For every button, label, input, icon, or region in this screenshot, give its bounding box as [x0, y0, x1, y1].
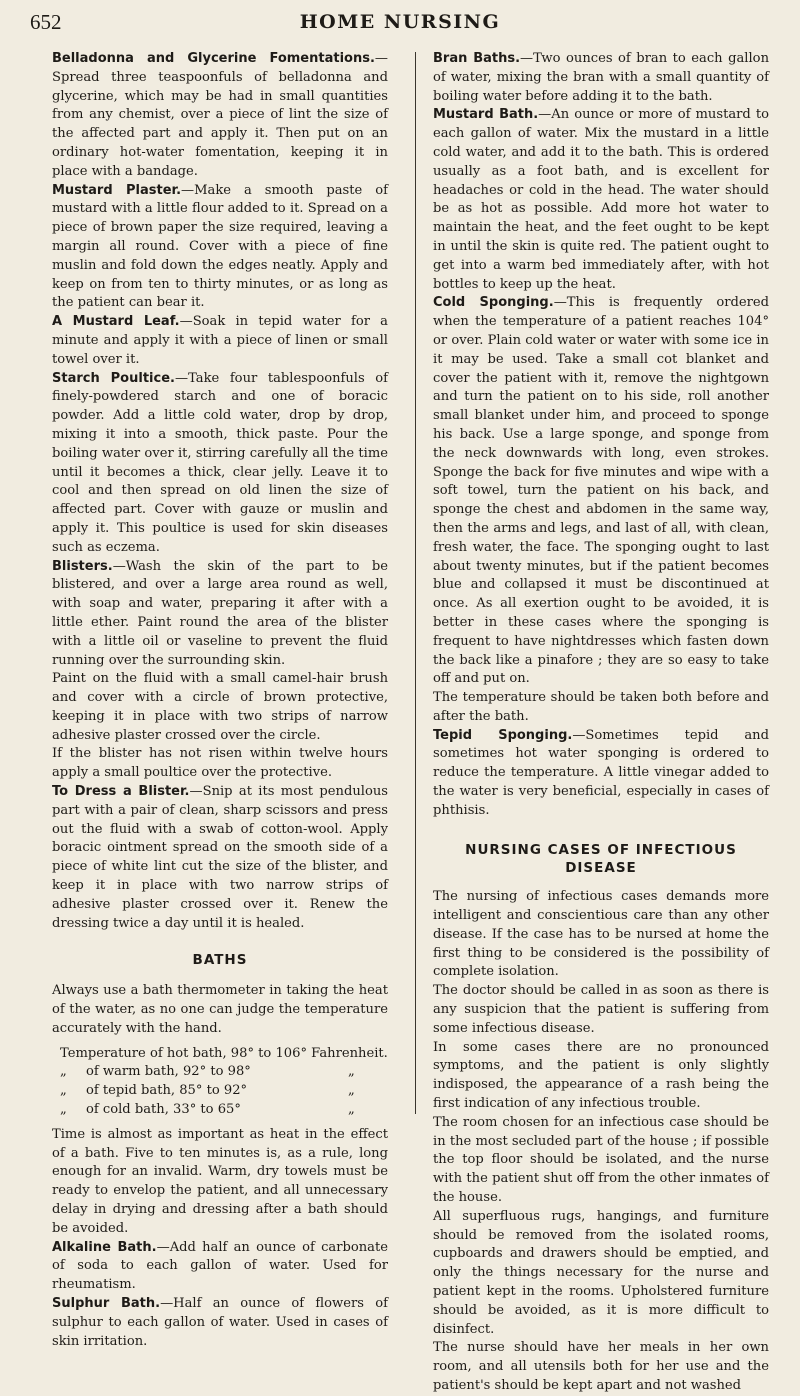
ditto-mark: „	[348, 1102, 355, 1118]
temperature-cold: of cold bath, 33° to 65°	[86, 1102, 241, 1118]
paragraph-alkaline-bath	[52, 1239, 388, 1295]
temperature-row	[60, 1101, 388, 1120]
section-title-infectious: NURSING CASES OF INFECTIOUS DISEASE	[465, 841, 737, 877]
body-mustard-leaf: —Soak in tepid water for a minute and apply it with a piece of linen or small towel over it.	[52, 314, 388, 367]
paragraph-infectious-1: The nursing of infectious cases demands more intelligent and conscientious care than any other disease. If the case has to be nursed at home the first thing to be considered is the possibility of complete isolation.	[433, 889, 769, 980]
body-tepid-sponging: —Sometimes tepid and sometimes hot water sponging is ordered to reduce the temperature. A little vinegar added to the water is very beneficial, especially in cases of phthisis.	[433, 727, 769, 818]
paragraph-belladonna	[52, 50, 388, 182]
heading-belladonna: Belladonna and Glycerine Fomentations.	[52, 51, 375, 66]
ditto-mark: „	[60, 1083, 67, 1099]
temperature-hot: Temperature of hot bath, 98° to 106° Fahrenheit.	[60, 1045, 388, 1061]
paragraph-starch-poultice	[52, 370, 388, 558]
page-header	[0, 10, 800, 40]
temperature-warm: of warm bath, 92° to 98°	[86, 1064, 251, 1080]
heading-cold-sponging: Cold Sponging.	[433, 295, 554, 311]
paragraph-blister-not-risen: If the blister has not risen within twelve hours apply a small poultice over the protective.	[52, 746, 388, 781]
paragraph-blisters	[52, 558, 388, 671]
heading-sulphur-bath: Sulphur Bath.	[52, 1296, 161, 1311]
heading-starch-poultice: Starch Poultice.	[52, 370, 175, 386]
paragraph-mustard-leaf	[52, 313, 388, 369]
body-dress-blister: —Snip at its most pendulous part with a pair of clean, sharp scissors and press out the fluid with a swab of cotton-wool. Apply boracic ointment spread on the smooth side of a piece of white lint cut the size of the blister, and keep it in place with two narrow strips of adhesive plaster crossed over it. Renew the dressing twice a day until it is healed.	[52, 784, 388, 931]
ditto-mark: „	[348, 1083, 355, 1099]
body-mustard-plaster: —Make a smooth paste of mustard with a little flour added to it. Spread on a piece of brown paper the size required, leaving a margin all round. Cover with a piece of fine muslin and fold down the edges neatly. Apply and keep on from ten to thirty minutes, or as long as the patient can bear it.	[52, 182, 388, 311]
ditto-mark: „	[348, 1064, 355, 1080]
paragraph-infectious-6: The nurse should have her meals in her own room, and all utensils both for her use and the patient's should be kept apart and not washed	[433, 1340, 769, 1393]
heading-mustard-bath: Mustard Bath.	[433, 107, 539, 123]
heading-alkaline-bath: Alkaline Bath.	[52, 1239, 157, 1255]
temperature-table	[60, 1045, 388, 1120]
left-column	[52, 50, 388, 1351]
paragraph-infectious-3: In some cases there are no pronounced symptoms, and the patient is only slightly indisposed, the appearance of a rash being the first indication of any infectious trouble.	[433, 1039, 769, 1112]
body-sulphur-bath: —Half an ounce of flowers of sulphur to each gallon of water. Used in cases of skin irritation.	[52, 1296, 388, 1349]
paragraph-tepid-sponging	[433, 727, 769, 821]
body-starch-poultice: —Take four tablespoonfuls of finely-powdered starch and one of boracic powder. Add a little cold water, drop by drop, mixing it into a smooth, thick paste. Pour the boiling water over it, stirring carefully all the time until it becomes a thick, clear jelly. Leave it to cool and then spread on old linen the size of affected part. Cover with gauze or muslin and apply it. This poultice is used for skin diseases such as eczema.	[52, 370, 388, 555]
paragraph-cold-sponging	[433, 294, 769, 689]
paragraph-temperature-taken: The temperature should be taken both before and after the bath.	[433, 690, 769, 724]
paragraph-thermometer: Always use a bath thermometer in taking the heat of the water, as no one can judge the temperature accurately with the hand.	[52, 983, 388, 1036]
body-cold-sponging: —This is frequently ordered when the temperature of a patient reaches 104° or over. Plain cold water or water with some ice in it may be used. Take a small cot blanket and cover the patient with it, remove the nightgown and turn the patient on to his side, roll another small blanket under him, and proceed to sponge his back. Use a large sponge, and sponge from the neck downwards with long, even strokes. Sponge the back for five minutes and wipe with a soft towel, turn the patient on his back, and sponge the chest and abdomen in the same way, then the arms and legs, and last of all, with clean, fresh water, the face. The sponging ought to last about twenty minutes, but if the patient becomes blue and collapsed it must be discontinued at once. As all exertion ought to be avoided, it is better in these cases where the sponging is frequent to have nightdresses which fasten down the back like a pinafore ; they are so easy to take off and put on.	[433, 295, 770, 687]
body-bran-baths: —Two ounces of bran to each gallon of water, mixing the bran with a small quantity of boiling water before adding it to the bath.	[433, 51, 769, 104]
heading-blisters: Blisters.	[52, 558, 113, 574]
body-alkaline-bath: —Add half an ounce of carbonate of soda to each gallon of water. Used for rheumatism.	[52, 1239, 388, 1293]
right-column	[433, 50, 769, 1396]
heading-mustard-plaster: Mustard Plaster.	[52, 182, 182, 198]
paragraph-time: Time is almost as important as heat in the effect of a bath. Five to ten minutes is, as a rule, long enough for an invalid. Warm, dry towels must be ready to envelop the patient, and all unnecessary delay in drying and dressing after a bath should be avoided.	[52, 1126, 388, 1236]
body-mustard-bath: —An ounce or more of mustard to each gallon of water. Mix the mustard in a little cold water, and add it to the bath. This is ordered usually as a foot bath, and is excellent for headaches or cold in the head. The water should be as hot as possible. Add more hot water to maintain the heat, and the feet ought to be kept in until the skin is quite red. The patient ought to get into a warm bed immediately after, with hot bottles to keep up the heat.	[433, 107, 769, 292]
column-divider	[415, 52, 416, 1114]
heading-mustard-leaf: A Mustard Leaf.	[52, 314, 180, 330]
ditto-mark: „	[60, 1064, 67, 1080]
body-blisters: —Wash the skin of the part to be blistered, and over a large area round as well, with soap and water, preparing it after with a little ether. Paint round the area of the blister with a little oil or vaseline to prevent the fluid running over the surrounding skin.	[52, 558, 388, 668]
heading-tepid-sponging: Tepid Sponging.	[433, 727, 573, 743]
heading-dress-blister: To Dress a Blister.	[52, 784, 190, 800]
paragraph-paint-fluid: Paint on the fluid with a small camel-hair brush and cover with a circle of brown protective, keeping it in place with two strips of narrow adhesive plaster crossed over the circle.	[52, 671, 388, 743]
paragraph-mustard-bath	[433, 106, 769, 294]
temperature-row	[60, 1082, 388, 1101]
paragraph-infectious-2: The doctor should be called in as soon as there is any suspicion that the patient is suffering from some infectious disease.	[433, 983, 769, 1036]
heading-bran-baths: Bran Baths.	[433, 51, 521, 66]
paragraph-mustard-plaster	[52, 182, 388, 314]
ditto-mark: „	[60, 1102, 67, 1118]
paragraph-dress-blister	[52, 783, 388, 933]
paragraph-bran-baths	[433, 50, 769, 106]
paragraph-sulphur-bath	[52, 1295, 388, 1351]
paragraph-infectious-5: All superfluous rugs, hangings, and furniture should be removed from the isolated rooms, cupboards and drawers should be emptied, and only the things necessary for the nurse and patient kept in the rooms. Upholstered furniture should be avoided, as it is more difficult to disinfect.	[433, 1208, 769, 1337]
paragraph-infectious-4: The room chosen for an infectious case should be in the most secluded part of the house ; if possible the top floor should be isolated, and the nurse with the patient shut off from the other inmates of the house.	[433, 1114, 769, 1206]
page-number: 652	[30, 10, 62, 34]
running-head: HOME NURSING	[299, 11, 501, 33]
temperature-tepid: of tepid bath, 85° to 92°	[86, 1083, 248, 1099]
body-belladonna: —Spread three teaspoonfuls of belladonna and glycerine, which may be had in small quantities from any chemist, over a piece of lint the size of the affected part and apply it. Then put on an ordinary hot-water fomentation, keeping it in place with a bandage.	[52, 51, 388, 179]
temperature-row	[60, 1063, 388, 1082]
section-title-baths: BATHS	[192, 952, 248, 969]
